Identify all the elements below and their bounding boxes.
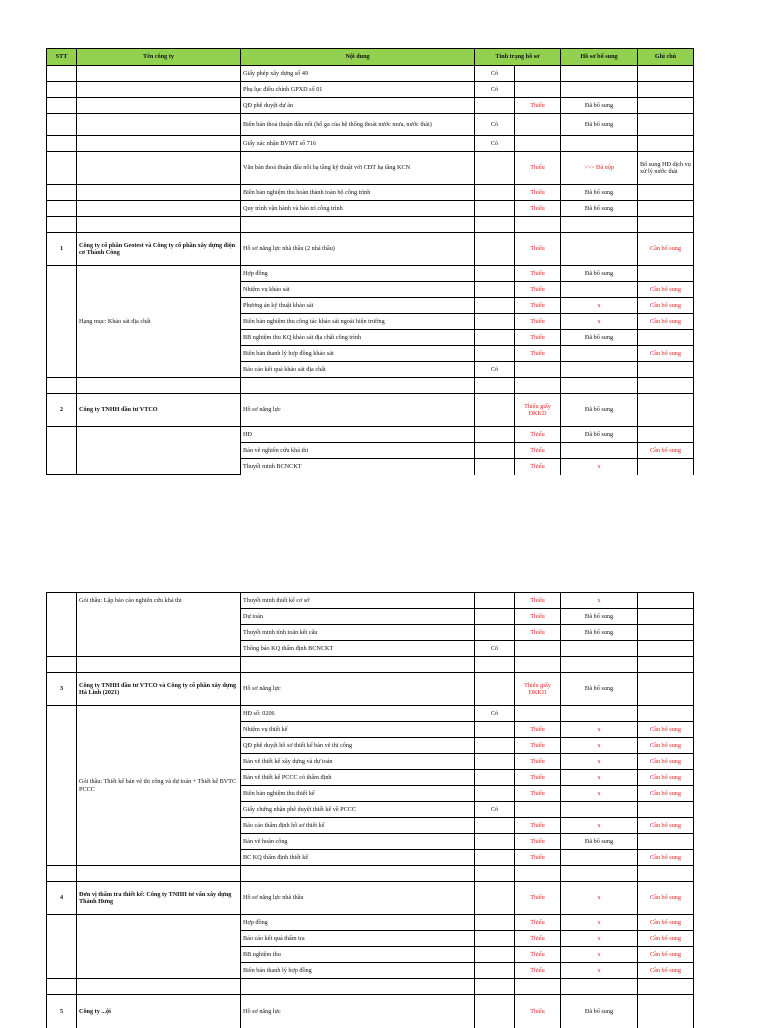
supplement-cell: x [561,459,638,475]
supplement-cell: Đã bổ sung [561,995,638,1028]
content-cell: Bản vẽ thiết kế xây dựng và dự toán [241,754,475,770]
company-name: Đơn vị thẩm tra thiết kế: Công ty TNHH tư vấn xây dựng Thành Hưng [77,882,241,915]
sub-company: Gói thầu: Lập báo cáo nghiên cứu khả thi [77,593,241,657]
content-cell: Báo cáo kết quả khảo sát địa chất [241,362,475,378]
content-cell: Văn bản thoả thuận đấu nối hạ tầng kỹ thuật với CĐT hạ tầng KCN [241,152,475,185]
content-cell: Hồ sơ năng lực [241,673,475,706]
missing-cell: Thiếu [515,201,561,217]
missing-cell: Thiếu [515,625,561,641]
content-cell: Bản vẽ hoàn công [241,834,475,850]
missing-cell: Thiếu [515,459,561,475]
company-row [47,882,694,915]
content-cell: Phụ lục điều chỉnh GPXD số 01 [241,82,475,98]
content-cell: Bản vẽ nghiên cứu khả thi [241,443,475,459]
content-cell: Giấy phép xây dựng số 49 [241,66,475,82]
table-row [47,82,694,98]
missing-cell: Thiếu [515,427,561,443]
table-row [47,427,694,443]
missing-cell: Thiếu [515,233,561,266]
missing-cell: Thiếu [515,882,561,915]
supplement-cell: Đã bổ sung [561,185,638,201]
table-row [47,66,694,82]
table-row [47,266,694,282]
supplement-cell: Đã bổ sung [561,330,638,346]
company-row [47,673,694,706]
missing-cell: Thiếu [515,443,561,459]
note-cell: Cần bổ sung [638,346,694,362]
table-header-row [47,49,694,66]
supplement-cell: x [561,963,638,979]
supplement-cell: >>> Đã nộp [561,152,638,185]
supplement-cell: x [561,593,638,609]
supplement-cell: Đã bổ sung [561,673,638,706]
content-cell: Hợp đồng [241,915,475,931]
missing-cell: Thiếu [515,770,561,786]
missing-cell: Thiếu [515,931,561,947]
company-row [47,233,694,266]
missing-cell: Thiếu [515,818,561,834]
status-cell: Có [475,641,515,657]
missing-cell: Thiếu [515,754,561,770]
content-cell: QĐ phê duyệt hồ sơ thiết kế bản vẽ thi công [241,738,475,754]
content-cell: HĐ số: 0206 [241,706,475,722]
content-cell: Biên bản thanh lý hợp đồng khảo sát [241,346,475,362]
content-cell: Hồ sơ năng lực nhà thầu [241,882,475,915]
status-cell: Có [475,136,515,152]
content-cell: Hồ sơ năng lực nhà thầu (2 nhà thầu) [241,233,475,266]
content-cell: BB nghiệm thu [241,947,475,963]
missing-cell: Thiếu [515,346,561,362]
content-cell: HĐ [241,427,475,443]
note-cell: Bổ sung HĐ dịch vụ xử lý nước thải [638,152,694,185]
content-cell: Giấy chứng nhận phê duyệt thiết kế về PCCC [241,802,475,818]
supplement-cell: Đã bổ sung [561,201,638,217]
supplement-cell: x [561,722,638,738]
content-cell: Hồ sơ năng lực [241,394,475,427]
note-cell: Cần bổ sung [638,233,694,266]
content-cell: Thuyết minh BCNCKT [241,459,475,475]
missing-cell: Thiếu [515,947,561,963]
supplement-cell: x [561,818,638,834]
status-cell: Có [475,706,515,722]
sub-company: Hạng mục: Khảo sát địa chất [77,266,241,378]
note-cell: Cần bổ sung [638,850,694,866]
content-cell: Hợp đồng [241,266,475,282]
missing-cell: Thiếu giấy ĐKKD [515,394,561,427]
header-content: Nội dung [241,49,475,66]
note-cell: Cần bổ sung [638,882,694,915]
missing-cell: Thiếu [515,995,561,1028]
missing-cell: Thiếu [515,266,561,282]
content-cell: Quy trình vận hành và bảo trì công trình [241,201,475,217]
blank-row [47,657,694,673]
note-cell: Cần bổ sung [638,298,694,314]
missing-cell: Thiếu [515,963,561,979]
note-cell: Cần bổ sung [638,282,694,298]
missing-cell: Thiếu [515,98,561,114]
missing-cell: Thiếu [515,330,561,346]
blank-row [47,979,694,995]
table-row [47,185,694,201]
missing-cell: Thiếu [515,738,561,754]
header-note: Ghi chú [638,49,694,66]
table-row [47,114,694,136]
missing-cell: Thiếu [515,593,561,609]
content-cell: Biên bản thoả thuận đấu nối (hố ga của hệ thống thoát nước mưa, nước thải) [241,114,475,136]
company-name: Công ty TNHH đầu tư VTCO và Công ty cổ phần xây dựng Hà Linh (2021) [77,673,241,706]
company-name: Công ty TNHH đầu tư VTCO [77,394,241,427]
blank-row [47,378,694,394]
missing-cell: Thiếu [515,282,561,298]
note-cell: Cần bổ sung [638,818,694,834]
content-cell: Bản vẽ thiết kế PCCC có thẩm định [241,770,475,786]
missing-cell: Thiếu [515,609,561,625]
supplement-cell: x [561,947,638,963]
missing-cell: Thiếu [515,152,561,185]
status-cell: Có [475,802,515,818]
missing-cell: Thiếu [515,850,561,866]
supplement-cell: Đã bổ sung [561,394,638,427]
note-cell: Cần bổ sung [638,931,694,947]
stt-cell: 4 [47,882,77,915]
supplement-cell: x [561,738,638,754]
supplement-cell: x [561,770,638,786]
document-table-page-2 [46,592,694,1028]
note-cell: Cần bổ sung [638,314,694,330]
blank-row [47,866,694,882]
missing-cell: Thiếu [515,298,561,314]
content-cell: Thuyết minh tính toán kết cấu [241,625,475,641]
sub-company: Gói thầu: Thiết kế bản vẽ thi công và dự toán + Thiết kế BVTC PCCC [77,706,241,866]
supplement-cell: x [561,915,638,931]
note-cell: Cần bổ sung [638,754,694,770]
supplement-cell: Đã bổ sung [561,266,638,282]
blank-row [47,217,694,233]
stt-cell: 2 [47,394,77,427]
header-supplement: Hồ sơ bổ sung [561,49,638,66]
table-row [47,201,694,217]
note-cell: Cần bổ sung [638,963,694,979]
table-row [47,706,694,722]
content-cell: Báo cáo thẩm định hồ sơ thiết kế [241,818,475,834]
company-row [47,995,694,1028]
content-cell: Báo cáo kết quả thẩm tra [241,931,475,947]
stt-cell: 1 [47,233,77,266]
note-cell: Cần bổ sung [638,738,694,754]
company-name: Công ty ...ội [77,995,241,1028]
note-cell: Cần bổ sung [638,722,694,738]
missing-cell: Thiếu [515,786,561,802]
header-stt: STT [47,49,77,66]
stt-cell: 3 [47,673,77,706]
content-cell: Biên bản nghiệm thu công tác khảo sát ngoài hiện trường [241,314,475,330]
note-cell: Cần bổ sung [638,947,694,963]
content-cell: Thông báo KQ thẩm định BCNCKT [241,641,475,657]
content-cell: Biên bản nghiệm thu hoàn thành toàn bộ công trình [241,185,475,201]
content-cell: Giấy xác nhận BVMT số 716 [241,136,475,152]
document-table-page-1 [46,48,694,475]
supplement-cell: x [561,882,638,915]
content-cell: Dự toán [241,609,475,625]
missing-cell: Thiếu [515,314,561,330]
supplement-cell: Đã bổ sung [561,834,638,850]
note-cell: Cần bổ sung [638,443,694,459]
table-row [47,98,694,114]
missing-cell: Thiếu [515,722,561,738]
supplement-cell: Đã bổ sung [561,427,638,443]
status-cell: Có [475,82,515,98]
status-cell: Có [475,66,515,82]
supplement-cell: x [561,314,638,330]
supplement-cell: x [561,931,638,947]
header-status: Tình trạng hồ sơ [475,49,561,66]
table-row [47,152,694,185]
supplement-cell: x [561,786,638,802]
supplement-cell: Đã bổ sung [561,98,638,114]
content-cell: BC KQ thẩm định thiết kế [241,850,475,866]
missing-cell: Thiếu [515,185,561,201]
supplement-cell: Đã bổ sung [561,609,638,625]
content-cell: Thuyết minh thiết kế cơ sở [241,593,475,609]
stt-cell: 5 [47,995,77,1028]
content-cell: Nhiệm vụ thiết kế [241,722,475,738]
note-cell: Cần bổ sung [638,786,694,802]
supplement-cell: Đã bổ sung [561,114,638,136]
supplement-cell: Đã bổ sung [561,625,638,641]
status-cell: Có [475,362,515,378]
note-cell: Cần bổ sung [638,770,694,786]
content-cell: Biên bản nghiệm thu thiết kế [241,786,475,802]
content-cell: Phương án kỹ thuật khảo sát [241,298,475,314]
table-row [47,136,694,152]
content-cell: BB nghiệm thu KQ khảo sát địa chất công trình [241,330,475,346]
missing-cell: Thiếu [515,834,561,850]
company-row [47,394,694,427]
company-name: Công ty cổ phần Geotest và Công ty cổ phần xây dựng điện cơ Thành Công [77,233,241,266]
missing-cell: Thiếu giấy ĐKKD [515,673,561,706]
content-cell: Nhiệm vụ khảo sát [241,282,475,298]
header-company: Tên công ty [77,49,241,66]
table-row [47,593,694,609]
table-row [47,915,694,931]
supplement-cell: x [561,754,638,770]
supplement-cell: x [561,298,638,314]
content-cell: Hồ sơ năng lực [241,995,475,1028]
missing-cell: Thiếu [515,915,561,931]
content-cell: Biên bản thanh lý hợp đồng [241,963,475,979]
content-cell: QĐ phê duyệt dự án [241,98,475,114]
note-cell: Cần bổ sung [638,915,694,931]
status-cell: Có [475,114,515,136]
